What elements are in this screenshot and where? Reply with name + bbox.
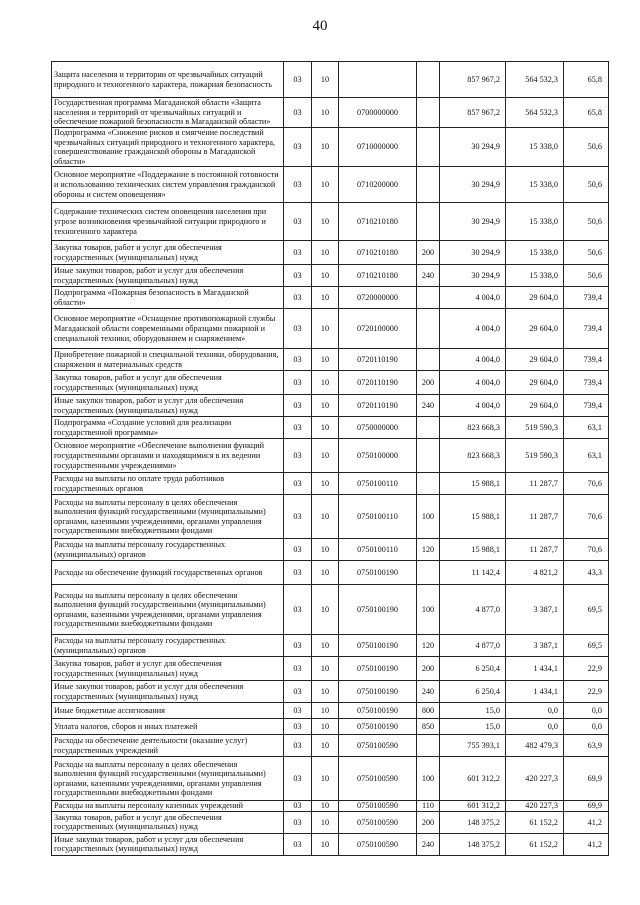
rz-cell: 03 xyxy=(284,585,312,635)
pr-cell: 10 xyxy=(312,395,339,417)
pr-cell: 10 xyxy=(312,561,339,585)
table-row xyxy=(52,635,609,657)
plan-cell: 15 988,1 xyxy=(440,539,506,561)
csr-cell: 0750100110 xyxy=(339,539,417,561)
table-row xyxy=(52,349,609,371)
plan-cell: 823 668,3 xyxy=(440,417,506,439)
plan-cell: 15,0 xyxy=(440,719,506,735)
vr-cell xyxy=(417,287,440,309)
fact-cell: 29 604,0 xyxy=(506,349,564,371)
pr-cell: 10 xyxy=(312,309,339,349)
expense-name-cell: Иные закупки товаров, работ и услуг для обеспечения государственных (муниципальных) нужд xyxy=(52,265,284,287)
vr-cell: 120 xyxy=(417,635,440,657)
vr-cell: 800 xyxy=(417,703,440,719)
table-row xyxy=(52,657,609,681)
expense-name-cell: Подпрограмма «Создание условий для реализации государственной программы» xyxy=(52,417,284,439)
csr-cell: 0750100190 xyxy=(339,681,417,703)
rz-cell: 03 xyxy=(284,287,312,309)
fact-cell: 1 434,1 xyxy=(506,657,564,681)
pct-cell: 50,6 xyxy=(564,203,609,241)
vr-cell xyxy=(417,128,440,167)
rz-cell: 03 xyxy=(284,833,312,855)
rz-cell: 03 xyxy=(284,495,312,539)
rz-cell: 03 xyxy=(284,539,312,561)
pct-cell: 69,9 xyxy=(564,757,609,801)
csr-cell: 0720110190 xyxy=(339,349,417,371)
csr-cell: 0710210180 xyxy=(339,265,417,287)
expense-name-cell: Подпрограмма «Снижение рисков и смягчение последствий чрезвычайных ситуаций природного и техногенного характера, совершенствование гражданской обороны в Магаданской области» xyxy=(52,128,284,167)
plan-cell: 755 393,1 xyxy=(440,735,506,757)
pr-cell: 10 xyxy=(312,635,339,657)
table-row xyxy=(52,241,609,265)
pr-cell: 10 xyxy=(312,719,339,735)
pr-cell: 10 xyxy=(312,585,339,635)
rz-cell: 03 xyxy=(284,801,312,812)
expense-name-cell: Расходы на выплаты персоналу в целях обеспечения выполнения функций государственными (муниципальными) органами, казенными учреждениями, органами управления государственными внебюджетными фондами xyxy=(52,585,284,635)
pct-cell: 65,8 xyxy=(564,62,609,98)
pct-cell: 739,4 xyxy=(564,309,609,349)
vr-cell: 100 xyxy=(417,495,440,539)
vr-cell: 850 xyxy=(417,719,440,735)
pr-cell: 10 xyxy=(312,811,339,833)
pct-cell: 50,6 xyxy=(564,167,609,203)
rz-cell: 03 xyxy=(284,417,312,439)
csr-cell: 0750100190 xyxy=(339,561,417,585)
csr-cell: 0750100190 xyxy=(339,657,417,681)
vr-cell xyxy=(417,561,440,585)
table-row xyxy=(52,128,609,167)
fact-cell: 29 604,0 xyxy=(506,287,564,309)
rz-cell: 03 xyxy=(284,128,312,167)
csr-cell: 0750100590 xyxy=(339,833,417,855)
csr-cell: 0710210180 xyxy=(339,203,417,241)
fact-cell: 15 338,0 xyxy=(506,167,564,203)
csr-cell: 0750100110 xyxy=(339,495,417,539)
rz-cell: 03 xyxy=(284,681,312,703)
vr-cell xyxy=(417,167,440,203)
table-row xyxy=(52,309,609,349)
plan-cell: 4 004,0 xyxy=(440,309,506,349)
fact-cell: 3 387,1 xyxy=(506,635,564,657)
pct-cell: 0,0 xyxy=(564,703,609,719)
pr-cell: 10 xyxy=(312,473,339,495)
plan-cell: 30 294,9 xyxy=(440,203,506,241)
pct-cell: 50,6 xyxy=(564,241,609,265)
table-row xyxy=(52,417,609,439)
rz-cell: 03 xyxy=(284,735,312,757)
table-row xyxy=(52,371,609,395)
vr-cell: 200 xyxy=(417,241,440,265)
fact-cell: 564 532,3 xyxy=(506,62,564,98)
plan-cell: 4 877,0 xyxy=(440,585,506,635)
expense-name-cell: Основное мероприятие «Поддержание в постоянной готовности и использованию технических систем управления гражданской обороны и систем оповещения» xyxy=(52,167,284,203)
table-row xyxy=(52,539,609,561)
pr-cell: 10 xyxy=(312,241,339,265)
plan-cell: 4 004,0 xyxy=(440,371,506,395)
pr-cell: 10 xyxy=(312,703,339,719)
pr-cell: 10 xyxy=(312,681,339,703)
pct-cell: 65,8 xyxy=(564,98,609,128)
expense-name-cell: Расходы на выплаты персоналу казенных учреждений xyxy=(52,801,284,812)
expense-name-cell: Иные бюджетные ассигнования xyxy=(52,703,284,719)
fact-cell: 15 338,0 xyxy=(506,128,564,167)
plan-cell: 6 250,4 xyxy=(440,681,506,703)
rz-cell: 03 xyxy=(284,241,312,265)
pr-cell: 10 xyxy=(312,371,339,395)
plan-cell: 15 988,1 xyxy=(440,495,506,539)
pct-cell: 63,1 xyxy=(564,417,609,439)
vr-cell xyxy=(417,735,440,757)
pr-cell: 10 xyxy=(312,657,339,681)
expense-name-cell: Расходы на выплаты персоналу в целях обеспечения выполнения функций государственными (муниципальными) органами, казенными учреждениями, органами управления государственными внебюджетными фондами xyxy=(52,495,284,539)
csr-cell: 0700000000 xyxy=(339,98,417,128)
fact-cell: 564 532,3 xyxy=(506,98,564,128)
fact-cell: 519 590,3 xyxy=(506,417,564,439)
table-row xyxy=(52,703,609,719)
pct-cell: 739,4 xyxy=(564,349,609,371)
rz-cell: 03 xyxy=(284,561,312,585)
expense-name-cell: Закупка товаров, работ и услуг для обеспечения государственных (муниципальных) нужд xyxy=(52,811,284,833)
pr-cell: 10 xyxy=(312,439,339,473)
expense-name-cell: Закупка товаров, работ и услуг для обеспечения государственных (муниципальных) нужд xyxy=(52,657,284,681)
table-row xyxy=(52,833,609,855)
expense-name-cell: Расходы на обеспечение деятельности (оказание услуг) государственных учреждений xyxy=(52,735,284,757)
plan-cell: 823 668,3 xyxy=(440,439,506,473)
rz-cell: 03 xyxy=(284,473,312,495)
vr-cell: 200 xyxy=(417,811,440,833)
expense-name-cell: Защита населения и территории от чрезвычайных ситуаций природного и техногенного характера, пожарная безопасность xyxy=(52,62,284,98)
plan-cell: 857 967,2 xyxy=(440,98,506,128)
table-row xyxy=(52,395,609,417)
pct-cell: 22,9 xyxy=(564,681,609,703)
vr-cell: 240 xyxy=(417,833,440,855)
table-row xyxy=(52,681,609,703)
pr-cell: 10 xyxy=(312,495,339,539)
fact-cell: 4 821,2 xyxy=(506,561,564,585)
plan-cell: 15 988,1 xyxy=(440,473,506,495)
csr-cell: 0710210180 xyxy=(339,241,417,265)
table-row xyxy=(52,62,609,98)
csr-cell: 0750100000 xyxy=(339,439,417,473)
csr-cell: 0750100190 xyxy=(339,703,417,719)
vr-cell xyxy=(417,349,440,371)
pr-cell: 10 xyxy=(312,801,339,812)
fact-cell: 61 152,2 xyxy=(506,833,564,855)
pct-cell: 69,9 xyxy=(564,801,609,812)
fact-cell: 420 227,3 xyxy=(506,801,564,812)
pr-cell: 10 xyxy=(312,128,339,167)
csr-cell: 0720110190 xyxy=(339,371,417,395)
pct-cell: 63,9 xyxy=(564,735,609,757)
table-row xyxy=(52,495,609,539)
pr-cell: 10 xyxy=(312,167,339,203)
vr-cell xyxy=(417,473,440,495)
pr-cell: 10 xyxy=(312,62,339,98)
table-row xyxy=(52,265,609,287)
pct-cell: 50,6 xyxy=(564,128,609,167)
fact-cell: 0,0 xyxy=(506,719,564,735)
plan-cell: 11 142,4 xyxy=(440,561,506,585)
csr-cell: 0750100590 xyxy=(339,801,417,812)
pct-cell: 69,5 xyxy=(564,585,609,635)
plan-cell: 30 294,9 xyxy=(440,128,506,167)
pct-cell: 50,6 xyxy=(564,265,609,287)
expense-name-cell: Основное мероприятие «Оснащение противопожарной службы Магаданской области современными образцами пожарной и специальной техники, оборудованием и снаряжением» xyxy=(52,309,284,349)
pct-cell: 70,6 xyxy=(564,473,609,495)
rz-cell: 03 xyxy=(284,349,312,371)
expense-name-cell: Иные закупки товаров, работ и услуг для обеспечения государственных (муниципальных) нужд xyxy=(52,681,284,703)
pct-cell: 22,9 xyxy=(564,657,609,681)
plan-cell: 148 375,2 xyxy=(440,833,506,855)
vr-cell: 200 xyxy=(417,371,440,395)
pct-cell: 70,6 xyxy=(564,495,609,539)
fact-cell: 11 287,7 xyxy=(506,473,564,495)
expense-name-cell: Содержание технических систем оповещения населения при угрозе возникновения чрезвычайной ситуации природного и техногенного характера xyxy=(52,203,284,241)
fact-cell: 61 152,2 xyxy=(506,811,564,833)
rz-cell: 03 xyxy=(284,371,312,395)
csr-cell xyxy=(339,62,417,98)
table-row xyxy=(52,473,609,495)
csr-cell: 0710200000 xyxy=(339,167,417,203)
expense-name-cell: Закупка товаров, работ и услуг для обеспечения государственных (муниципальных) нужд xyxy=(52,371,284,395)
rz-cell: 03 xyxy=(284,62,312,98)
expense-name-cell: Уплата налогов, сборов и иных платежей xyxy=(52,719,284,735)
page-number: 40 xyxy=(312,18,328,34)
pct-cell: 41,2 xyxy=(564,833,609,855)
rz-cell: 03 xyxy=(284,265,312,287)
expense-name-cell: Иные закупки товаров, работ и услуг для обеспечения государственных (муниципальных) нужд xyxy=(52,833,284,855)
table-row xyxy=(52,167,609,203)
csr-cell: 0710000000 xyxy=(339,128,417,167)
plan-cell: 148 375,2 xyxy=(440,811,506,833)
pct-cell: 739,4 xyxy=(564,287,609,309)
fact-cell: 0,0 xyxy=(506,703,564,719)
rz-cell: 03 xyxy=(284,719,312,735)
fact-cell: 519 590,3 xyxy=(506,439,564,473)
fact-cell: 29 604,0 xyxy=(506,371,564,395)
pr-cell: 10 xyxy=(312,349,339,371)
rz-cell: 03 xyxy=(284,657,312,681)
vr-cell: 240 xyxy=(417,265,440,287)
rz-cell: 03 xyxy=(284,439,312,473)
rz-cell: 03 xyxy=(284,309,312,349)
pct-cell: 739,4 xyxy=(564,371,609,395)
plan-cell: 601 312,2 xyxy=(440,757,506,801)
plan-cell: 4 004,0 xyxy=(440,287,506,309)
pct-cell: 739,4 xyxy=(564,395,609,417)
plan-cell: 30 294,9 xyxy=(440,265,506,287)
table-row xyxy=(52,757,609,801)
pct-cell: 70,6 xyxy=(564,539,609,561)
pct-cell: 41,2 xyxy=(564,811,609,833)
table-row xyxy=(52,801,609,812)
expense-name-cell: Приобретение пожарной и специальной техники, оборудования, снаряжения и материальных средств xyxy=(52,349,284,371)
expense-name-cell: Иные закупки товаров, работ и услуг для обеспечения государственных (муниципальных) нужд xyxy=(52,395,284,417)
fact-cell: 11 287,7 xyxy=(506,539,564,561)
rz-cell: 03 xyxy=(284,167,312,203)
table-row xyxy=(52,561,609,585)
plan-cell: 601 312,2 xyxy=(440,801,506,812)
fact-cell: 15 338,0 xyxy=(506,241,564,265)
plan-cell: 4 004,0 xyxy=(440,349,506,371)
plan-cell: 4 877,0 xyxy=(440,635,506,657)
csr-cell: 0750000000 xyxy=(339,417,417,439)
table-row xyxy=(52,719,609,735)
expense-name-cell: Государственная программа Магаданской области «Защита населения и территорий от чрезвычайных ситуаций и обеспечение пожарной безопасности в Магаданской области» xyxy=(52,98,284,128)
csr-cell: 0720100000 xyxy=(339,309,417,349)
vr-cell: 100 xyxy=(417,585,440,635)
csr-cell: 0750100590 xyxy=(339,735,417,757)
table-row xyxy=(52,287,609,309)
pr-cell: 10 xyxy=(312,203,339,241)
pr-cell: 10 xyxy=(312,757,339,801)
rz-cell: 03 xyxy=(284,395,312,417)
csr-cell: 0750100590 xyxy=(339,811,417,833)
csr-cell: 0750100190 xyxy=(339,585,417,635)
pr-cell: 10 xyxy=(312,417,339,439)
expense-name-cell: Подпрограмма «Пожарная безопасность в Магаданской области» xyxy=(52,287,284,309)
vr-cell: 100 xyxy=(417,757,440,801)
rz-cell: 03 xyxy=(284,203,312,241)
pr-cell: 10 xyxy=(312,833,339,855)
table-row xyxy=(52,811,609,833)
expense-name-cell: Основное мероприятие «Обеспечение выполнения функций государственными органами и находящимися в их ведении государственными учреждениями» xyxy=(52,439,284,473)
vr-cell: 120 xyxy=(417,539,440,561)
pr-cell: 10 xyxy=(312,735,339,757)
pct-cell: 63,1 xyxy=(564,439,609,473)
table-row xyxy=(52,203,609,241)
csr-cell: 0750100190 xyxy=(339,719,417,735)
fact-cell: 3 387,1 xyxy=(506,585,564,635)
rz-cell: 03 xyxy=(284,703,312,719)
fact-cell: 29 604,0 xyxy=(506,395,564,417)
vr-cell: 240 xyxy=(417,681,440,703)
budget-table xyxy=(51,61,609,856)
csr-cell: 0720110190 xyxy=(339,395,417,417)
plan-cell: 15,0 xyxy=(440,703,506,719)
fact-cell: 11 287,7 xyxy=(506,495,564,539)
vr-cell: 110 xyxy=(417,801,440,812)
table-row xyxy=(52,439,609,473)
pr-cell: 10 xyxy=(312,265,339,287)
table-row xyxy=(52,585,609,635)
fact-cell: 420 227,3 xyxy=(506,757,564,801)
rz-cell: 03 xyxy=(284,757,312,801)
pct-cell: 0,0 xyxy=(564,719,609,735)
rz-cell: 03 xyxy=(284,635,312,657)
vr-cell xyxy=(417,62,440,98)
pct-cell: 69,5 xyxy=(564,635,609,657)
expense-name-cell: Расходы на выплаты персоналу государственных (муниципальных) органов xyxy=(52,635,284,657)
plan-cell: 30 294,9 xyxy=(440,167,506,203)
vr-cell xyxy=(417,309,440,349)
vr-cell xyxy=(417,417,440,439)
fact-cell: 1 434,1 xyxy=(506,681,564,703)
pct-cell: 43,3 xyxy=(564,561,609,585)
rz-cell: 03 xyxy=(284,811,312,833)
expense-name-cell: Расходы на выплаты персоналу государственных (муниципальных) органов xyxy=(52,539,284,561)
vr-cell: 200 xyxy=(417,657,440,681)
csr-cell: 0750100190 xyxy=(339,635,417,657)
pr-cell: 10 xyxy=(312,287,339,309)
csr-cell: 0720000000 xyxy=(339,287,417,309)
vr-cell xyxy=(417,439,440,473)
csr-cell: 0750100110 xyxy=(339,473,417,495)
table-row xyxy=(52,735,609,757)
expense-name-cell: Расходы на выплаты по оплате труда работников государственных органов xyxy=(52,473,284,495)
fact-cell: 29 604,0 xyxy=(506,309,564,349)
rz-cell: 03 xyxy=(284,98,312,128)
plan-cell: 6 250,4 xyxy=(440,657,506,681)
expense-name-cell: Закупка товаров, работ и услуг для обеспечения государственных (муниципальных) нужд xyxy=(52,241,284,265)
plan-cell: 857 967,2 xyxy=(440,62,506,98)
vr-cell xyxy=(417,98,440,128)
expense-name-cell: Расходы на выплаты персоналу в целях обеспечения выполнения функций государственными (муниципальными) органами, казенными учреждениями, органами управления государственными внебюджетными фондами xyxy=(52,757,284,801)
fact-cell: 15 338,0 xyxy=(506,203,564,241)
pr-cell: 10 xyxy=(312,98,339,128)
vr-cell xyxy=(417,203,440,241)
vr-cell: 240 xyxy=(417,395,440,417)
expense-name-cell: Расходы на обеспечение функций государственных органов xyxy=(52,561,284,585)
csr-cell: 0750100590 xyxy=(339,757,417,801)
pr-cell: 10 xyxy=(312,539,339,561)
table-row xyxy=(52,98,609,128)
fact-cell: 482 479,3 xyxy=(506,735,564,757)
plan-cell: 4 004,0 xyxy=(440,395,506,417)
fact-cell: 15 338,0 xyxy=(506,265,564,287)
plan-cell: 30 294,9 xyxy=(440,241,506,265)
